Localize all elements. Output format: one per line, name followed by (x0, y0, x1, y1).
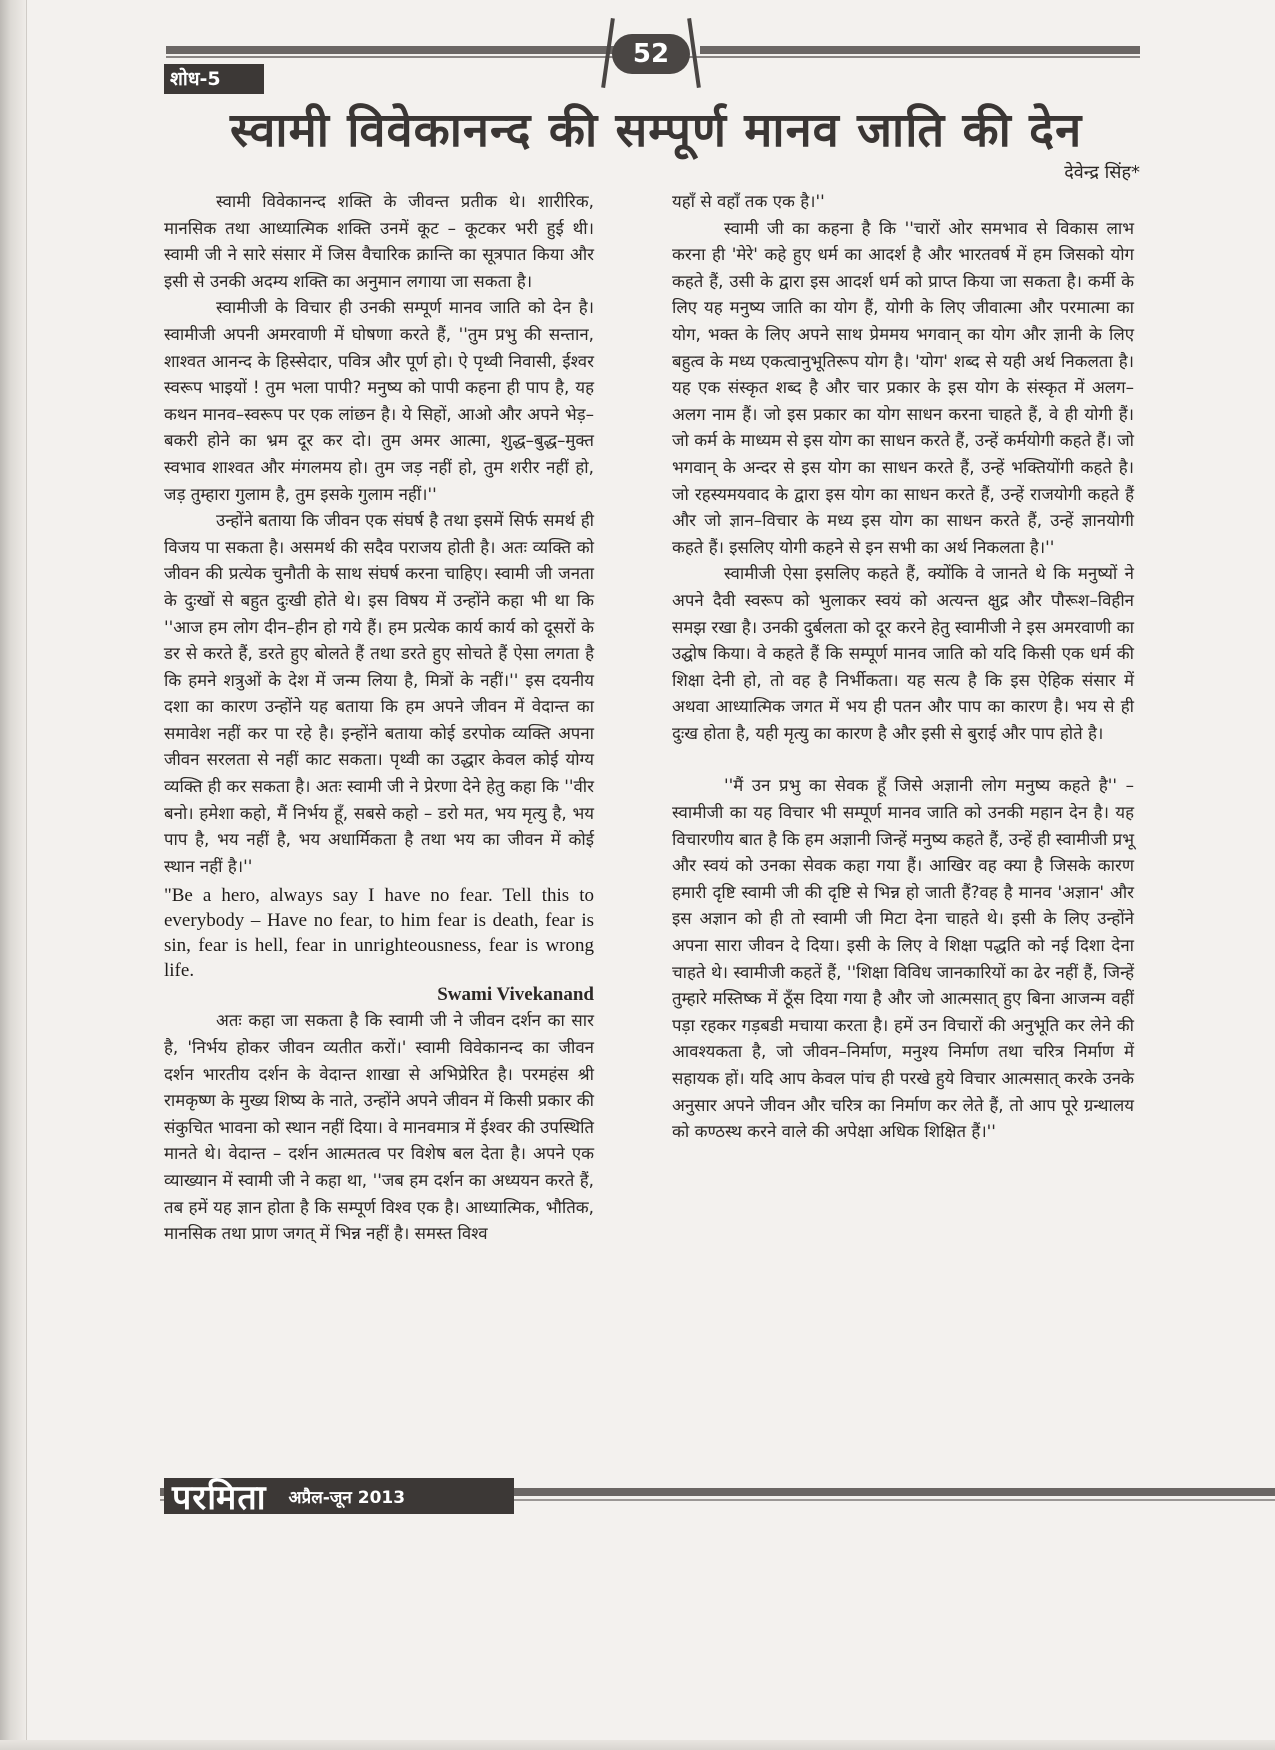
issue-date: अप्रैल-जून 2013 (288, 1487, 406, 1508)
quote-author: Swami Vivekanand (437, 984, 594, 1006)
book-binding-shadow (0, 0, 26, 1750)
english-quote: "Be a hero, always say I have no fear. Tell this to everybody – Have no fear, to him fear is death, fear is sin, fear is hell, fear in unrighteousness, fear is wrong life. (164, 885, 594, 982)
paragraph: स्वामीजी के विचार ही उनकी सम्पूर्ण मानव जाति को देन है। स्वामीजी अपनी अमरवाणी में घोषणा करते हैं, ''तुम प्रभु की सन्तान, शाश्वत आनन्द के हिस्सेदार, पवित्र और पूर्ण हो। ऐ पृथ्वी निवासी, ईश्वर स्वरूप भाइयों ! तुम भला पापी? मनुष्य को पापी कहना ही पाप है, यह कथन मानव–स्वरूप पर एक लांछन है। ये सिहों, आओ और अपने भेड़–बकरी होने का भ्रम दूर कर दो। तुम अमर आत्मा, शुद्ध–बुद्ध–मुक्त स्वभाव शाश्वत और मंगलमय हो। तुम जड़ नहीं हो, तुम शरीर नहीं हो, जड़ तुम्हारा गुलाम है, तुम इसके गुलाम नहीं।'' (164, 297, 594, 504)
paragraph: स्वामीजी ऐसा इसलिए कहते हैं, क्योंकि वे जानते थे कि मनुष्यों ने अपने दैवी स्वरूप को भुलाकर स्वयं को अत्यन्त क्षुद्र और पौरूश–विहीन समझ रखा है। उनकी दुर्बलता को दूर करने हेतु स्वामीजी ने इस अमरवाणी का उद्घोष किया। वे कहते हैं कि सम्पूर्ण मानव जाति को यदि किसी एक धर्म की शिक्षा देनी हो, तो वह है निर्भीकता। यह सत्य है कि इस ऐहिक संसार में अथवा आध्यात्मिक जगत में भय ही पतन और पाप का कारण है। भय से ही दुःख होता है, यही मृत्यु का कारण है और इसी से बुराई और पाप होते है। (672, 563, 1134, 743)
left-column (164, 188, 594, 1247)
section-tag: शोध-5 (164, 64, 264, 94)
paragraph: स्वामी विवेकानन्द शक्ति के जीवन्त प्रतीक थे। शारीरिक, मानसिक तथा आध्यात्मिक शक्ति उनमें कूट – कूटकर भरी हुई थी। स्वामी जी ने सारे संसार में जिस वैचारिक क्रान्ति का सूत्रपात किया और इसी से उनकी अदम्य शक्ति का अनुमान लगाया जा सकता है। (164, 191, 594, 291)
article-author: देवेन्द्र सिंह* (1064, 162, 1140, 183)
paragraph: स्वामी जी का कहना है कि ''चारों ओर समभाव से विकास लाभ करना ही 'मेरे' कहे हुए धर्म का आदर्श है और भारतवर्ष में हम जिसको योग कहते हैं, उसी के द्वारा इस आदर्श धर्म को प्राप्त किया जा सकता है। कर्मी के लिए यह मनुष्य जाति का योग हैं, योगी के लिए जीवात्मा और परमात्मा का योग, भक्त के लिए अपने साथ प्रेममय भगवान् का योग और ज्ञानी के लिए बहुत्व के मध्य एकत्वानुभूतिरूप योग है। 'योग' शब्द से यही अर्थ निकलता है। यह एक संस्कृत शब्द है और चार प्रकार के इस योग के संस्कृत में अलग–अलग नाम हैं। जो इस प्रकार का योग साधन करना चाहते हैं, वे ही योगी हैं। जो कर्म के माध्यम से इस योग का साधन करते हैं, उन्हें कर्मयोगी कहते हैं। जो भगवान् के अन्दर से इस योग का साधन करते हैं, उन्हें भक्तियोंगी कहते है। जो रहस्यमयवाद के द्वारा इस योग का साधन करते हैं, उन्हें राजयोगी कहते हैं और जो ज्ञान–विचार के मध्य इस योग का साधन करते हैं, उन्हें ज्ञानयोगी कहते हैं। इसलिए योगी कहने से इन सभी का अर्थ निकलता है।'' (672, 217, 1134, 557)
paragraph: ''मैं उन प्रभु का सेवक हूँ जिसे अज्ञानी लोग मनुष्य कहते है'' – स्वामीजी का यह विचार भी सम्पूर्ण मानव जाति को उनकी महान देन है। यह विचारणीय बात है कि हम अज्ञानी जिन्हें मनुष्य कहते हैं, उन्हें ही स्वामीजी प्रभू और स्वयं को उनका सेवक कहा गया हैं। आखिर वह क्या है जिसके कारण हमारी दृष्टि स्वामी जी की दृष्टि से भिन्न हो जाती हैं?वह है मानव 'अज्ञान' और इस अज्ञान को ही तो स्वामी जी मिटा देना चाहते थे। इसी के लिए उन्होंने अपना सारा जीवन दे दिया। इसी के लिए वे शिक्षा पद्धति को नई दिशा देना चाहते थे। स्वामीजी कहतें हैं, ''शिक्षा विविध जानकारियों का ढेर नहीं हैं, जिन्हें तुम्हारे मस्तिष्क में ठूँस दिया गया है और जो आत्मसात् हुए बिना आजन्म वहीं पड़ा रहकर गड़बडी मचाया करता है। हमें उन विचारों की अनुभूति कर लेने की आवश्यकता है, जो जीवन–निर्माण, मनुश्य निर्माण तथा चरित्र निर्माण में सहायक हों। यदि आप केवल पांच ही परखे हुये विचार आत्मसात् करके उनके अनुसार अपने जीवन और चरित्र का निर्माण कर लेते हैं, तो आप पूरे ग्रन्थालय को कण्ठस्थ करने वाले की अपेक्षा अधिक शिक्षित हैं।'' (672, 775, 1134, 1142)
paragraph: उन्होंने बताया कि जीवन एक संघर्ष है तथा इसमें सिर्फ समर्थ ही विजय पा सकता है। असमर्थ की सदैव पराजय होती है। अतः व्यक्ति को जीवन की प्रत्येक चुनौती के साथ संघर्ष करना चाहिए। स्वामी जी जनता के दुःखों से बहुत दुःखी होते थे। इस विषय में उन्होंने कहा भी था कि ''आज हम लोग दीन–हीन हो गये हैं। हम प्रत्येक कार्य कार्य को दूसरों के डर से करते हैं, डरते हुए बोलते हैं तथा डरते हुए सोचते हैं ऐसा लगता है कि हमने शत्रुओं के देश में जन्म लिया है, मित्रों के नहीं।'' इस दयनीय दशा का कारण उन्होंने यह बताया कि हम अपने जीवन में वेदान्त का समावेश नहीं कर पा रहे है। इन्होंने बताया कोई डरपोक व्यक्ति अपना जीवन सरलता से नहीं काट सकता। पृथ्वी का उद्धार केवल कोई योग्य व्यक्ति ही कर सकता है। अतः स्वामी जी ने प्रेरणा देने हेतु कहा कि ''वीर बनो। हमेशा कहो, मैं निर्भय हूँ, सबसे कहो – डरो मत, भय मृत्यु है, भय पाप है, भय नहीं है, भय अधार्मिकता है तथा भय का जीवन में कोई स्थान नहीं है।'' (164, 510, 594, 876)
article-title: स्वामी विवेकानन्द की सम्पूर्ण मानव जाति की देन (230, 103, 1083, 158)
paragraph: यहाँ से वहाँ तक एक है।'' (672, 191, 825, 211)
header-rule-right (700, 46, 1140, 54)
paragraph: अतः कहा जा सकता है कि स्वामी जी ने जीवन दर्शन का सार है, 'निर्भय होकर जीवन व्यतीत करों।' स्वामी विवेकानन्द का जीवन दर्शन भारतीय दर्शन के वेदान्त शाखा से अभिप्रेरित है। परमहंस श्री रामकृष्ण के मुख्य शिष्य के नाते, उन्होंने अपने जीवन में किसी प्रकार की संकुचित भावना को स्थान नहीं दिया। वे मानवमात्र में ईश्वर की उपस्थिति मानते थे। वेदान्त – दर्शन आत्मतत्व पर विशेष बल देता है। अपने एक व्याख्यान में स्वामी जी ने कहा था, ''जब हम दर्शन का अध्ययन करते हैं, तब हमें यह ज्ञान होता है कि सम्पूर्ण विश्व एक है। आध्यात्मिक, भौतिक, मानसिक तथा प्राण जगत् में भिन्न नहीं है। समस्त विश्व (164, 1010, 594, 1244)
page-bottom-edge (0, 1740, 1275, 1750)
right-column (672, 188, 1134, 1145)
page-edge (26, 0, 27, 1750)
header-rule-left (166, 46, 616, 54)
magazine-logo: परमिता (172, 1478, 267, 1518)
page-number: 52 (612, 34, 690, 74)
footer-masthead (164, 1478, 514, 1518)
